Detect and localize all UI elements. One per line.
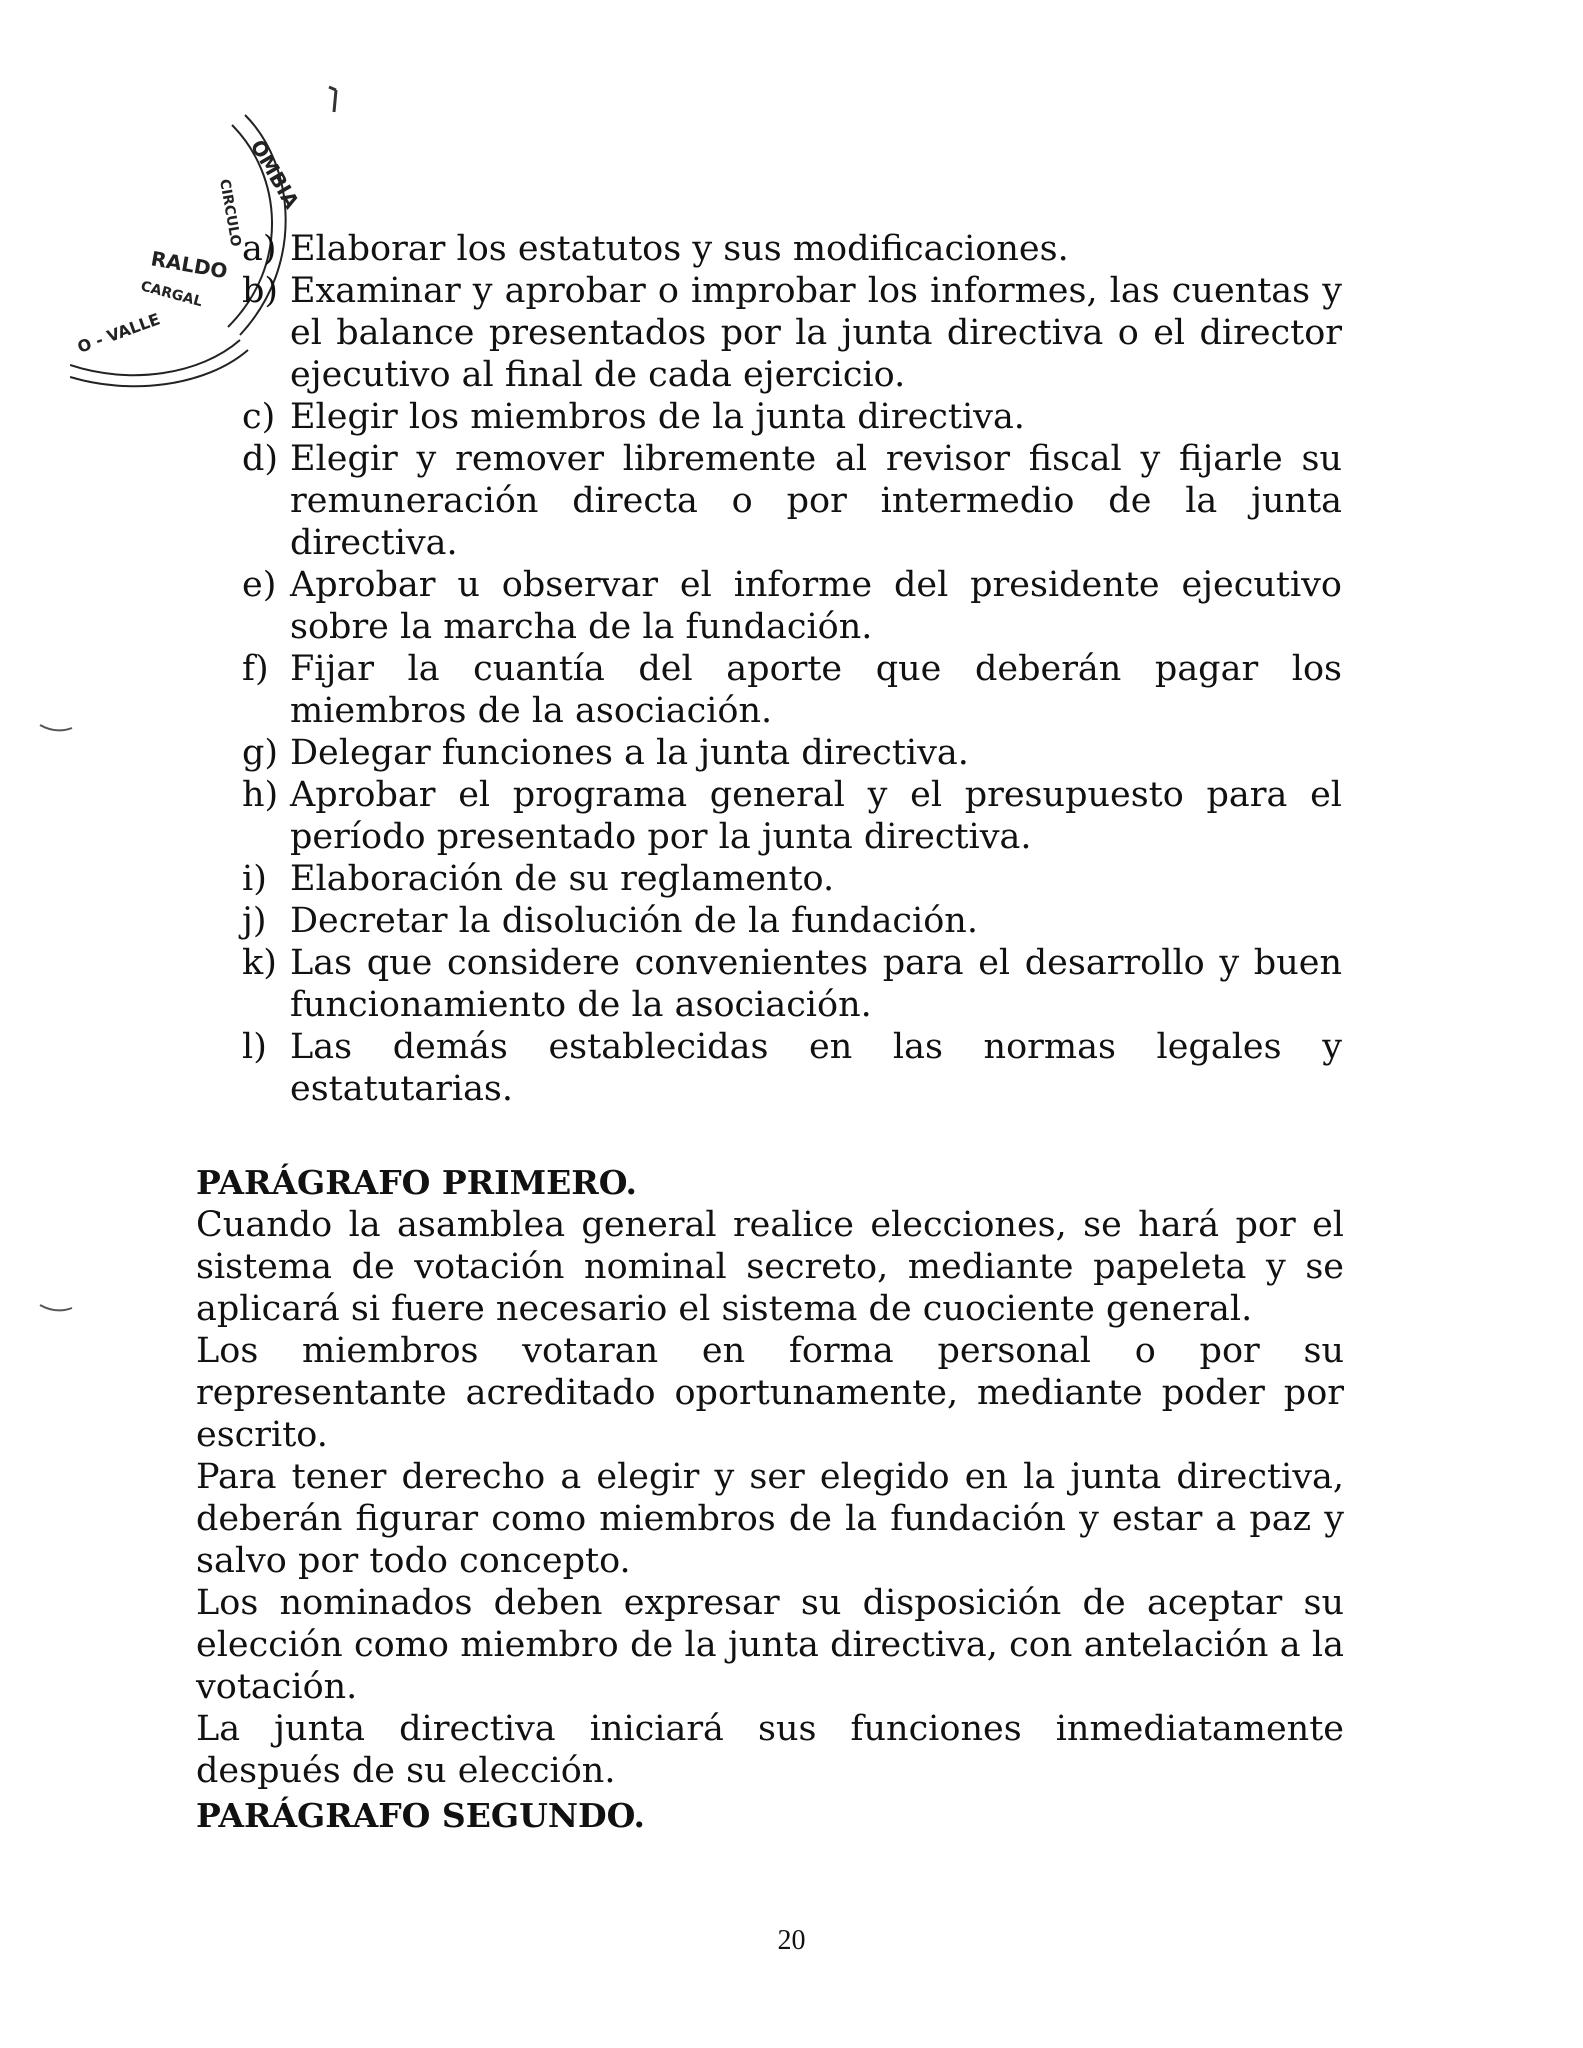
scan-mark-left-1 (38, 720, 78, 740)
paragrafo-segundo-section (196, 1795, 1344, 1837)
list-item (242, 1026, 1342, 1110)
list-item-text: Elegir y remover libremente al revisor fiscal y fijarle su remuneración directa o por intermedio de la junta directiva. (290, 439, 1342, 563)
list-item-text: Las que considere convenientes para el desarrollo y buen funcionamiento de la asociación. (290, 943, 1342, 1025)
section-heading: PARÁGRAFO PRIMERO. (196, 1163, 638, 1202)
list-item (242, 732, 1342, 774)
list-item-text: Elaborar los estatutos y sus modificaciones. (290, 229, 1069, 269)
section-heading: PARÁGRAFO SEGUNDO. (196, 1796, 645, 1835)
list-marker: a) (242, 229, 277, 269)
svg-text:CIRCULO: CIRCULO (216, 177, 244, 248)
list-marker: f) (242, 649, 269, 689)
list-marker: l) (242, 1027, 267, 1067)
list-item (242, 228, 1342, 270)
svg-text:OMBIA: OMBIA (245, 135, 304, 213)
list-item (242, 942, 1342, 1026)
list-marker: c) (242, 397, 276, 437)
list-marker: h) (242, 775, 279, 815)
list-marker: i) (242, 859, 267, 899)
scan-mark (326, 82, 346, 122)
list-item (242, 396, 1342, 438)
svg-text:O - VALLE: O - VALLE (74, 309, 163, 357)
list-item-text: Delegar funciones a la junta directiva. (290, 733, 969, 773)
page-number: 20 (777, 1925, 806, 1956)
list-marker: j) (242, 901, 267, 941)
paragraph: Para tener derecho a elegir y ser elegido en la junta directiva, deberán figurar como miembros de la fundación y estar a paz y salvo por todo concepto. (196, 1457, 1344, 1581)
list-item-text: Aprobar u observar el informe del presidente ejecutivo sobre la marcha de la fundación. (290, 565, 1342, 647)
list-item-text: Las demás establecidas en las normas legales y estatutarias. (290, 1027, 1342, 1109)
list-marker: g) (242, 733, 279, 773)
paragraph: La junta directiva iniciará sus funciones inmediatamente después de su elección. (196, 1709, 1344, 1791)
list-marker: k) (242, 943, 277, 983)
svg-text:RALDO: RALDO (149, 246, 230, 284)
list-item (242, 858, 1342, 900)
list-item (242, 564, 1342, 648)
list-marker: b) (242, 271, 279, 311)
functions-list (242, 228, 1342, 1110)
list-item (242, 774, 1342, 858)
list-item (242, 900, 1342, 942)
list-item-text: Elegir los miembros de la junta directiva. (290, 397, 1025, 437)
paragraph: Cuando la asamblea general realice elecciones, se hará por el sistema de votación nominal secreto, mediante papeleta y se aplicará si fuere necesario el sistema de cuociente general. (196, 1205, 1344, 1329)
scan-mark-left-2 (38, 1300, 78, 1320)
list-item (242, 438, 1342, 564)
list-item-text: Decretar la disolución de la fundación. (290, 901, 978, 941)
list-item (242, 648, 1342, 732)
paragraph: Los miembros votaran en forma personal o por su representante acreditado oportunamente, mediante poder por escrito. (196, 1331, 1344, 1455)
paragraph: Los nominados deben expresar su disposición de aceptar su elección como miembro de la junta directiva, con antelación a la votación. (196, 1583, 1344, 1707)
list-item-text: Aprobar el programa general y el presupuesto para el período presentado por la junta directiva. (290, 775, 1342, 857)
list-marker: d) (242, 439, 279, 479)
list-marker: e) (242, 565, 277, 605)
list-item-text: Elaboración de su reglamento. (290, 859, 835, 899)
list-item-text: Examinar y aprobar o improbar los informes, las cuentas y el balance presentados por la junta directiva o el director ejecutivo al final de cada ejercicio. (290, 271, 1342, 395)
paragrafo-primero-section (196, 1162, 1344, 1792)
list-item-text: Fijar la cuantía del aporte que deberán pagar los miembros de la asociación. (290, 649, 1342, 731)
list-item (242, 270, 1342, 396)
svg-text:CARGAL: CARGAL (138, 278, 205, 311)
